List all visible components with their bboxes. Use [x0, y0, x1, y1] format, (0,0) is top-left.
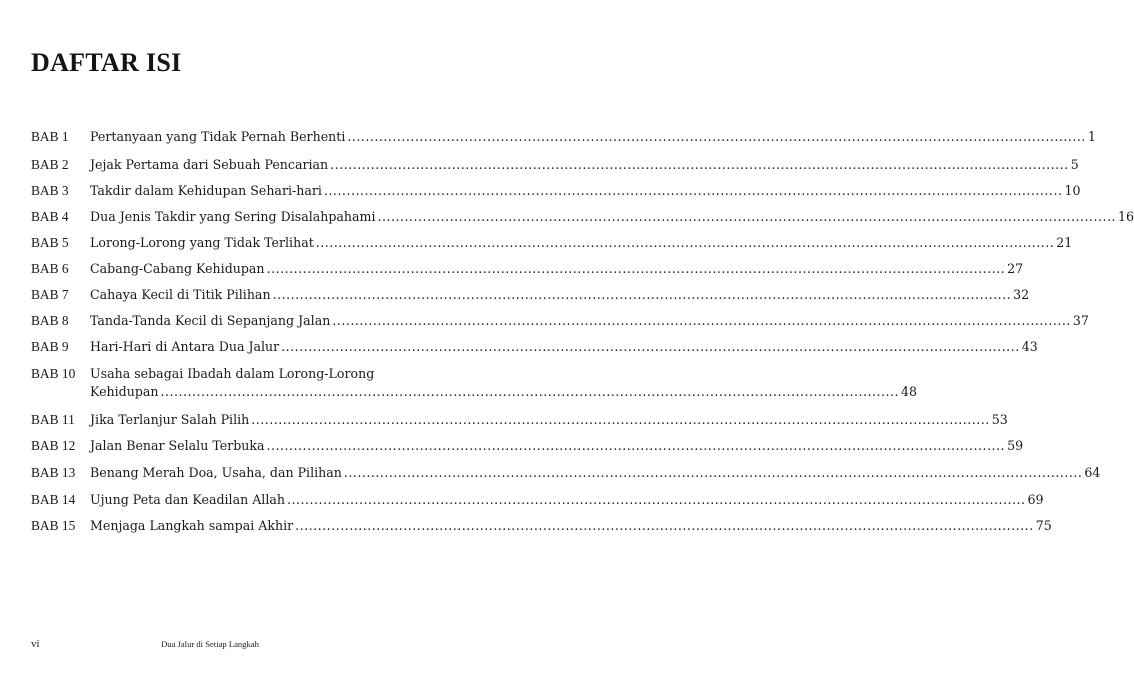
page-number: 5: [1070, 157, 1079, 172]
toc-entry[interactable]: [31, 260, 1024, 286]
chapter-number: BAB 3: [31, 183, 69, 198]
page-title: DAFTAR ISI: [31, 48, 182, 77]
toc-line: [90, 411, 1008, 429]
dot-leader: [330, 156, 1069, 174]
chapter-title-block: [90, 437, 1023, 455]
chapter-number: BAB 14: [31, 492, 76, 507]
chapter-number: BAB 13: [31, 465, 76, 480]
page-number: 69: [1027, 492, 1044, 507]
page-number: 59: [1007, 438, 1024, 453]
toc-entry[interactable]: [31, 338, 1038, 365]
dot-leader: [347, 128, 1086, 146]
chapter-title-block: [90, 491, 1044, 509]
chapter-title-block: [90, 411, 1008, 429]
toc-entry[interactable]: [31, 411, 1008, 437]
toc-line: [90, 312, 1089, 330]
chapter-title: Tanda-Tanda Kecil di Sepanjang Jalan: [90, 313, 331, 328]
toc-entry[interactable]: [31, 365, 918, 411]
chapter-title: Cahaya Kecil di Titik Pilihan: [90, 287, 271, 302]
chapter-title-block: [90, 338, 1038, 356]
chapter-number: BAB 9: [31, 339, 69, 354]
toc-line: [90, 517, 1052, 535]
page-number: 21: [1056, 235, 1073, 250]
chapter-title: Jejak Pertama dari Sebuah Pencarian: [90, 157, 329, 172]
dot-leader: [287, 491, 1026, 509]
chapter-title: Jika Terlanjur Salah Pilih: [90, 412, 250, 427]
chapter-number: BAB 1: [31, 129, 69, 144]
chapter-title: Ujung Peta dan Keadilan Allah: [90, 492, 285, 507]
chapter-title-block: [90, 312, 1089, 330]
chapter-title-block: [90, 208, 1134, 226]
chapter-title: Benang Merah Doa, Usaha, dan Pilihan: [90, 465, 342, 480]
toc-entry[interactable]: [31, 437, 1024, 464]
page-number: 37: [1072, 313, 1089, 328]
chapter-title: Hari-Hari di Antara Dua Jalur: [90, 339, 280, 354]
dot-leader: [378, 208, 1117, 226]
chapter-title-block: [90, 464, 1100, 482]
chapter-title: Dua Jenis Takdir yang Sering Disalahpahami: [90, 209, 376, 224]
toc-line: [90, 156, 1079, 174]
toc-entry[interactable]: [31, 156, 1079, 182]
page-number: 1: [1087, 129, 1096, 144]
page-number: 53: [991, 412, 1008, 427]
chapter-title-continued: Kehidupan: [90, 384, 159, 399]
dot-leader: [332, 312, 1071, 330]
chapter-number: BAB 6: [31, 261, 69, 276]
chapter-title-block: [90, 128, 1096, 146]
chapter-title: Usaha sebagai Ibadah dalam Lorong-Lorong: [90, 366, 375, 381]
toc-line: [90, 383, 917, 401]
toc-line: [90, 182, 1080, 200]
toc-line: [90, 464, 1100, 482]
page-number: 32: [1013, 287, 1030, 302]
chapter-title: Jalan Benar Selalu Terbuka: [90, 438, 265, 453]
chapter-number: BAB 12: [31, 438, 76, 453]
dot-leader: [281, 338, 1020, 356]
dot-leader: [344, 464, 1083, 482]
page-footer: [31, 638, 389, 652]
toc-line: [90, 128, 1096, 146]
chapter-number: BAB 10: [31, 366, 76, 381]
chapter-title: Takdir dalam Kehidupan Sehari-hari: [90, 183, 322, 198]
toc-entry[interactable]: [31, 128, 1096, 156]
table-of-contents: [31, 128, 1134, 533]
chapter-number: BAB 15: [31, 518, 76, 533]
chapter-number: BAB 11: [31, 412, 75, 427]
running-head: Dua Jalur di Setiap Langkah: [161, 639, 259, 649]
dot-leader: [273, 286, 1012, 304]
chapter-title-block: [90, 365, 917, 401]
page-number: 64: [1084, 465, 1101, 480]
chapter-title-block: [90, 286, 1029, 304]
toc-entry[interactable]: [31, 182, 1081, 208]
dot-leader: [295, 517, 1034, 535]
page-number: 10: [1064, 183, 1081, 198]
toc-line: [90, 491, 1044, 509]
chapter-title-block: [90, 517, 1052, 535]
dot-leader: [161, 383, 900, 401]
dot-leader: [251, 411, 990, 429]
toc-entry[interactable]: [31, 234, 1073, 260]
toc-entry[interactable]: [31, 286, 1030, 312]
dot-leader: [267, 260, 1006, 278]
page-number: 27: [1007, 261, 1024, 276]
chapter-title-block: [90, 182, 1080, 200]
chapter-title: Menjaga Langkah sampai Akhir: [90, 518, 294, 533]
toc-line: [90, 286, 1029, 304]
toc-line: [90, 437, 1023, 455]
toc-entry[interactable]: [31, 464, 1101, 491]
chapter-title: Pertanyaan yang Tidak Pernah Berhenti: [90, 129, 346, 144]
toc-entry[interactable]: [31, 208, 1134, 234]
page-number: vi: [31, 638, 40, 650]
dot-leader: [267, 437, 1006, 455]
page-number: 16: [1118, 209, 1134, 224]
chapter-number: BAB 7: [31, 287, 69, 302]
chapter-title: Lorong-Lorong yang Tidak Terlihat: [90, 235, 314, 250]
toc-line: [90, 208, 1134, 226]
toc-entry[interactable]: [31, 491, 1044, 517]
toc-entry[interactable]: [31, 312, 1089, 338]
chapter-number: BAB 8: [31, 313, 69, 328]
dot-leader: [316, 234, 1055, 252]
page-number: 43: [1021, 339, 1038, 354]
chapter-title-block: [90, 260, 1023, 278]
toc-line: [90, 338, 1038, 356]
chapter-title-block: [90, 156, 1079, 174]
chapter-number: BAB 5: [31, 235, 69, 250]
chapter-title-block: [90, 234, 1072, 252]
chapter-number: BAB 4: [31, 209, 69, 224]
chapter-number: BAB 2: [31, 157, 69, 172]
page-number: 75: [1035, 518, 1052, 533]
dot-leader: [324, 182, 1063, 200]
page-number: 48: [901, 384, 918, 399]
toc-line: [90, 260, 1023, 278]
toc-line: [90, 234, 1072, 252]
chapter-title: Cabang-Cabang Kehidupan: [90, 261, 265, 276]
